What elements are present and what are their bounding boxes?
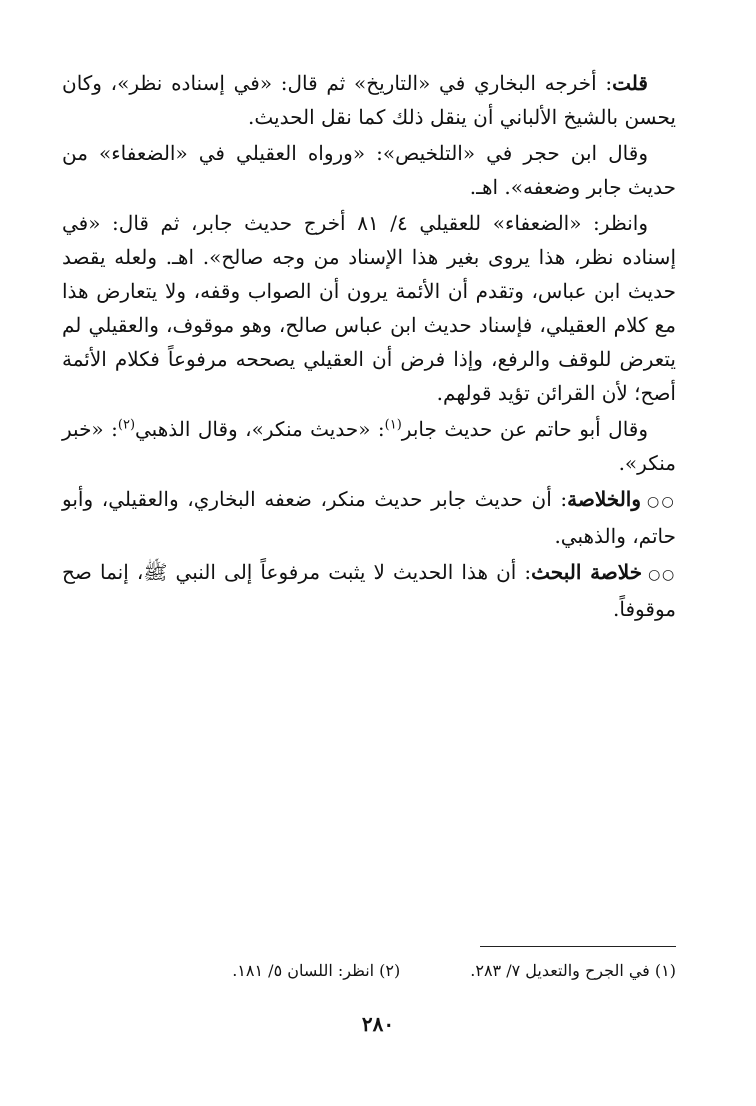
footnote-2: (٢) انظر: اللسان ٥/ ١٨١. bbox=[232, 961, 401, 980]
paragraph-5 bbox=[62, 482, 676, 553]
paragraph-2 bbox=[62, 136, 676, 204]
paragraph-3 bbox=[62, 206, 676, 410]
lead-word: والخلاصة bbox=[567, 487, 641, 511]
lead-word: قلت bbox=[612, 71, 648, 95]
paragraph-text: : «حديث منكر»، وقال الذهبي bbox=[135, 417, 385, 441]
paragraph-text: : أن حديث جابر حديث منكر، ضعفه البخاري، والعقيلي، وأبو حاتم، والذهبي. bbox=[62, 487, 676, 548]
paragraph-4 bbox=[62, 412, 676, 480]
paragraph-text: وانظر: «الضعفاء» للعقيلي ٤/ ٨١ أخرج حديث جابر، ثم قال: «في إسناده نظر، هذا يروى بغير هذا الإسناد من وجه صالح». اهـ. ولعله يقصد حديث ابن عباس، وتقدم أن الأئمة يرون أن الصواب وقفه، ولا يتعارض هذا مع كلام العقيلي، فإسناد حديث ابن عباس صالح، وهو موقوف، والعقيلي لم يتعرض للوقف والرفع، وإذا فرض أن العقيلي يصححه مرفوعاً فكلام الأئمة أصح؛ لأن القرائن تؤيد قولهم. bbox=[62, 211, 676, 405]
lead-word: خلاصة البحث bbox=[531, 560, 643, 584]
footnote-1: (١) في الجرح والتعديل ٧/ ٢٨٣. bbox=[470, 961, 676, 980]
footnote-divider bbox=[480, 946, 676, 947]
section-marker: ○○ bbox=[647, 494, 676, 510]
paragraph-text: وقال أبو حاتم عن حديث جابر bbox=[401, 417, 649, 441]
paragraph-text: : أخرجه البخاري في «التاريخ» ثم قال: «في إسناده نظر»، وكان يحسن بالشيخ الألباني أن ينقل ذلك كما نقل الحديث. bbox=[62, 71, 676, 129]
paragraph-text: وقال ابن حجر في «التلخيص»: «ورواه العقيلي في «الضعفاء» من حديث جابر وضعفه». اهـ. bbox=[62, 141, 676, 199]
footnotes bbox=[180, 958, 676, 984]
footnote-ref-2: (٢) bbox=[117, 417, 136, 433]
page-number: ٢٨٠ bbox=[361, 1012, 395, 1036]
paragraph-text: : «خبر منكر». bbox=[62, 417, 676, 475]
footnote-ref-1: (١) bbox=[384, 417, 402, 433]
main-text bbox=[62, 66, 676, 628]
paragraph-1 bbox=[62, 66, 676, 134]
paragraph-6 bbox=[62, 555, 676, 626]
paragraph-text: : أن هذا الحديث لا يثبت مرفوعاً إلى النبي ﷺ، إنما صح موقوفاً. bbox=[62, 560, 676, 621]
section-marker: ○○ bbox=[648, 567, 676, 583]
